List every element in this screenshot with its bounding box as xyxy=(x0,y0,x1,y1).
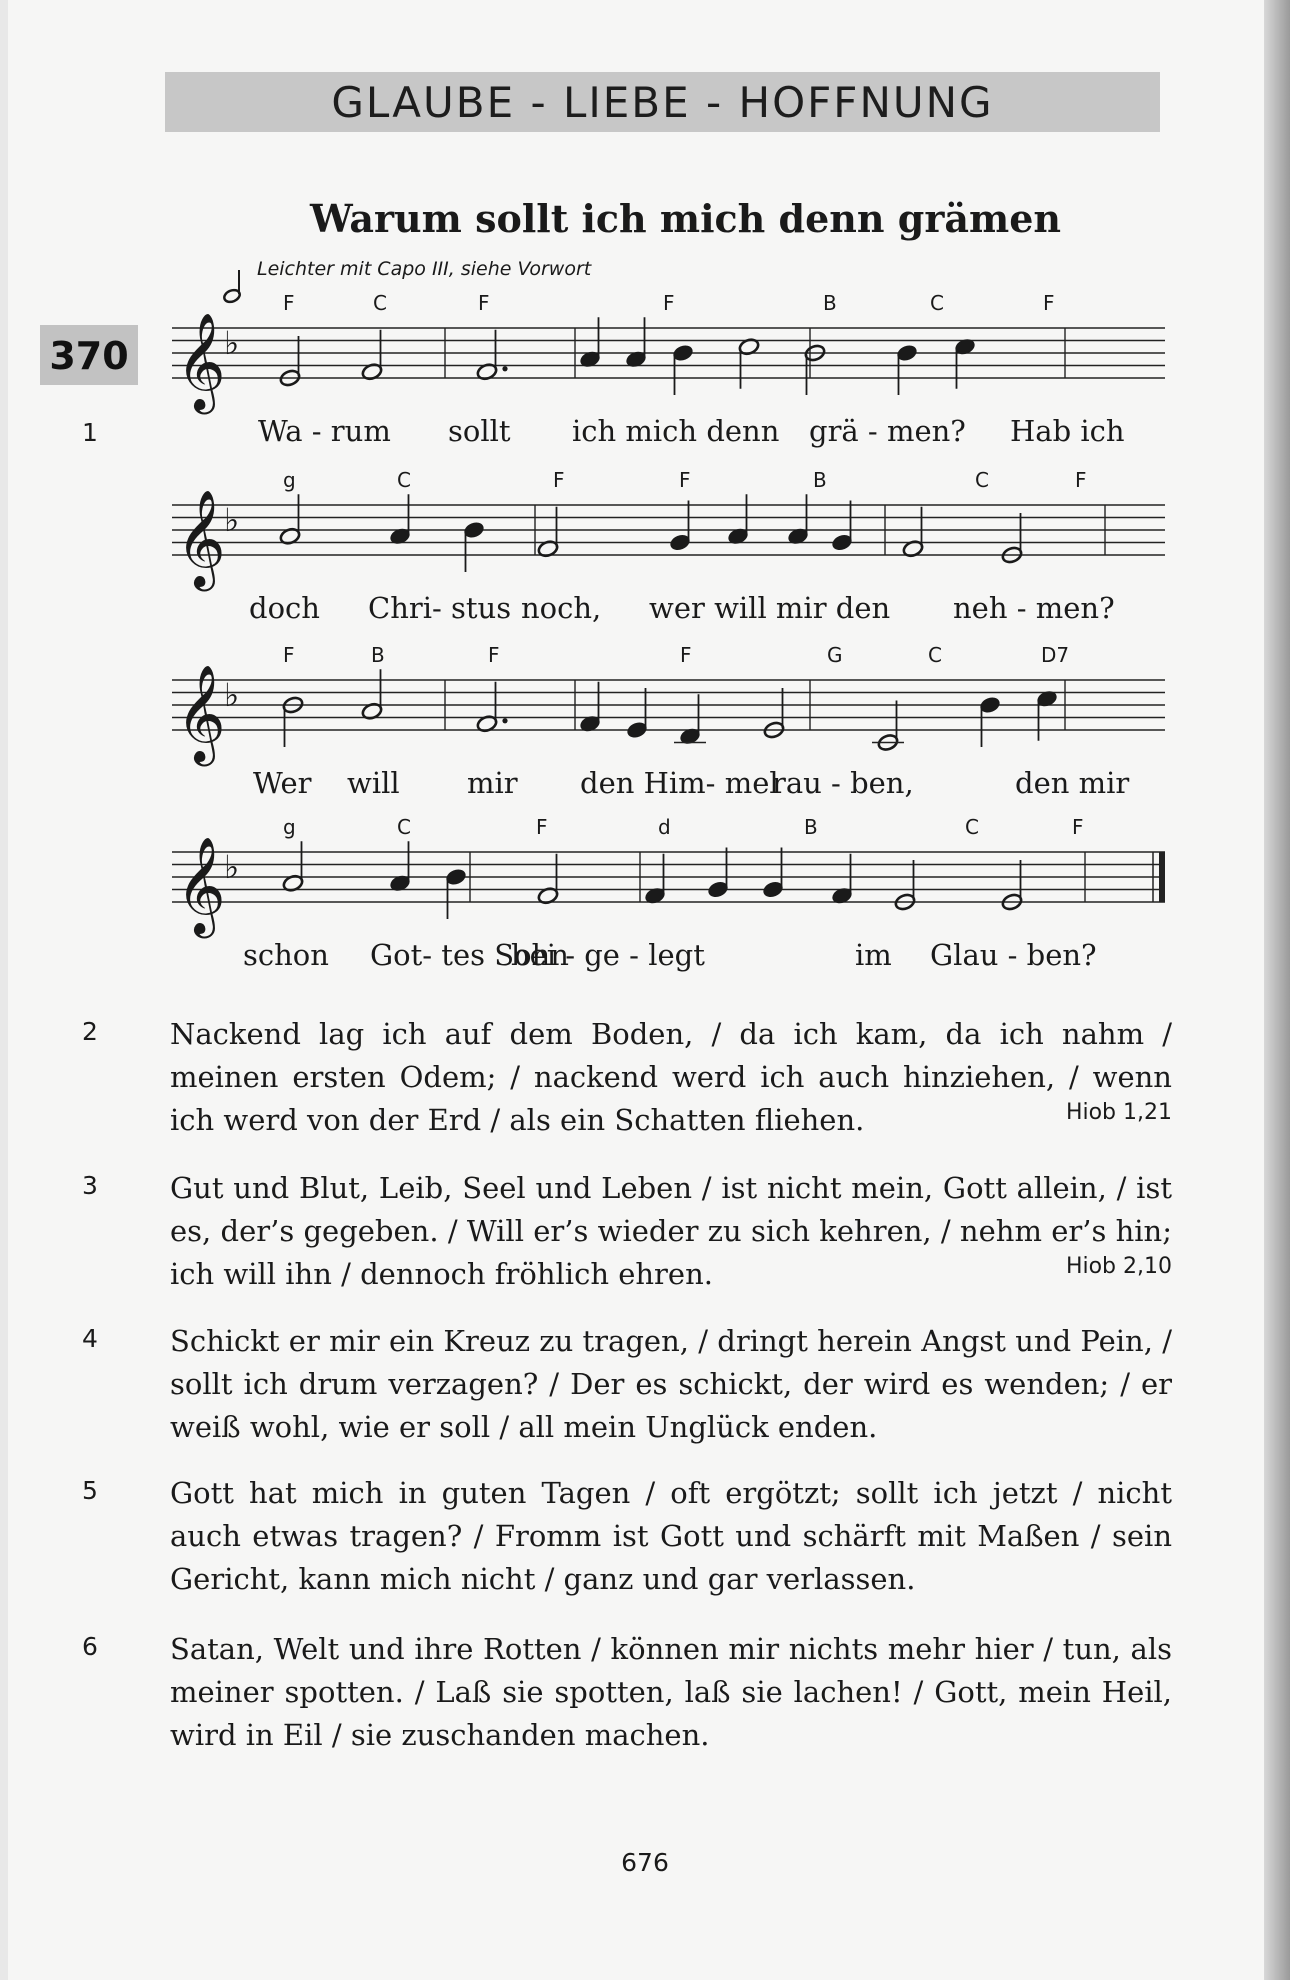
lyric-syllables: rau - ben, xyxy=(772,766,914,800)
chord-symbol: B xyxy=(371,643,385,667)
verse-text xyxy=(170,1320,1172,1449)
verse-body: Schickt er mir ein Kreuz zu tragen, / dringt herein Angst und Pein, / sollt ich drum verzagen? / Der es schickt, der wird es wenden; / er weiß wohl, wie er soll / all mein Unglück enden. xyxy=(170,1324,1172,1444)
verse-number: 1 xyxy=(82,418,98,447)
page-number: 676 xyxy=(621,1848,669,1877)
staff-system-4 xyxy=(172,815,1165,972)
lyric-syllables: sollt xyxy=(448,414,511,448)
chord-symbol: g xyxy=(283,468,296,492)
chord-symbol: C xyxy=(397,468,411,492)
lyric-syllables: grä - men? xyxy=(809,414,966,448)
bible-reference: Hiob 1,21 xyxy=(1065,1100,1172,1125)
note-dot xyxy=(502,718,507,723)
chord-symbol: C xyxy=(373,291,387,315)
lyric-syllables: im xyxy=(855,938,892,972)
key-signature-flat-icon: ♭ xyxy=(224,848,240,886)
lyric-syllables: Wa - rum xyxy=(258,414,391,448)
lyric-syllables: ich mich denn xyxy=(572,414,780,448)
verse-text xyxy=(170,1167,1172,1296)
staff-system-3 xyxy=(172,643,1165,800)
chord-symbol: C xyxy=(397,815,411,839)
lyric-syllables: doch xyxy=(249,591,320,625)
lyric-syllables: den mir xyxy=(1015,766,1130,800)
chord-symbol: F xyxy=(536,815,548,839)
chord-symbol: F xyxy=(1072,815,1084,839)
chord-symbol: F xyxy=(553,468,565,492)
lyric-syllables: wer will mir den xyxy=(649,591,891,625)
staff-system-1 xyxy=(172,291,1165,448)
chord-symbol: G xyxy=(827,643,843,667)
key-signature-flat-icon: ♭ xyxy=(224,676,240,714)
bible-reference: Hiob 2,10 xyxy=(1065,1254,1172,1279)
verse-number: 6 xyxy=(82,1632,98,1661)
hymn-number-badge: 370 xyxy=(40,325,138,385)
treble-clef-icon: 𝄞 xyxy=(176,836,226,934)
staff-system-2 xyxy=(172,468,1165,625)
treble-clef-icon: 𝄞 xyxy=(176,664,226,762)
chord-symbol: D7 xyxy=(1041,643,1070,667)
lyric-syllables: Chri- stus xyxy=(368,591,512,625)
chord-symbol: C xyxy=(965,815,979,839)
lyric-syllables: den Him- mel xyxy=(580,766,779,800)
chord-symbol: F xyxy=(679,468,691,492)
verse-number: 2 xyxy=(82,1017,98,1046)
verse-body: Gott hat mich in guten Tagen / oft ergötzt; sollt ich jetzt / nicht auch etwas tragen? / Fromm ist Gott und schärft mit Maßen / sein Gericht, kann mich nicht / ganz und gar verlassen. xyxy=(170,1476,1172,1596)
chord-symbol: B xyxy=(813,468,827,492)
lyric-syllables: schon xyxy=(243,938,329,972)
chord-symbol: g xyxy=(283,815,296,839)
lyric-syllables: Glau - ben? xyxy=(930,938,1097,972)
chord-symbol: F xyxy=(283,643,295,667)
section-header: GLAUBE - LIEBE - HOFFNUNG xyxy=(165,72,1160,132)
lyric-syllables: neh - men? xyxy=(953,591,1115,625)
chord-symbol: F xyxy=(1043,291,1055,315)
chord-symbol: F xyxy=(478,291,490,315)
verse-number: 4 xyxy=(82,1324,98,1353)
note-dot xyxy=(502,366,507,371)
lyric-syllables: Hab ich xyxy=(1010,414,1125,448)
verse-body: Satan, Welt und ihre Rotten / können mir nichts mehr hier / tun, als meiner spotten. / Laß sie spotten, laß sie lachen! / Gott, mein Heil, wird in Eil / sie zuschanden machen. xyxy=(170,1632,1172,1752)
chord-symbol: d xyxy=(658,815,671,839)
lyric-syllables: noch, xyxy=(521,591,602,625)
lyric-syllables: Got- tes Sohn xyxy=(370,938,569,972)
verse-text xyxy=(170,1013,1172,1142)
chord-symbol: F xyxy=(1075,468,1087,492)
verse-body: Nackend lag ich auf dem Boden, / da ich kam, da ich nahm / meinen ersten Odem; / nackend werd ich auch hinziehen, / wenn ich werd von der Erd / als ein Schatten fliehen. xyxy=(170,1017,1172,1137)
treble-clef-icon: 𝄞 xyxy=(176,312,226,410)
key-signature-flat-icon: ♭ xyxy=(224,501,240,539)
treble-clef-icon: 𝄞 xyxy=(176,489,226,587)
tempo-marking: Leichter mit Capo III, siehe Vorwort xyxy=(257,258,592,280)
key-signature-flat-icon: ♭ xyxy=(224,324,240,362)
lyric-syllables: Wer xyxy=(253,766,312,800)
lyric-syllables: bei - ge - legt xyxy=(511,938,705,972)
chord-symbol: F xyxy=(283,291,295,315)
chord-symbol: F xyxy=(680,643,692,667)
chord-symbol: F xyxy=(488,643,500,667)
verse-text xyxy=(170,1472,1172,1601)
chord-symbol: C xyxy=(928,643,942,667)
verse-number: 5 xyxy=(82,1476,98,1505)
verse-number: 3 xyxy=(82,1171,98,1200)
hymn-title: Warum sollt ich mich denn grämen xyxy=(310,196,1062,241)
final-bar-thick xyxy=(1159,852,1165,902)
verse-text xyxy=(170,1628,1172,1757)
verse-body: Gut und Blut, Leib, Seel und Leben / ist nicht mein, Gott allein, / ist es, der’s gegeben. / Will er’s wieder zu sich kehren, / nehm er’s hin; ich will ihn / dennoch fröhlich ehren. xyxy=(170,1171,1172,1291)
lyric-syllables: mir xyxy=(467,766,518,800)
chord-symbol: C xyxy=(975,468,989,492)
chord-symbol: F xyxy=(663,291,675,315)
chord-symbol: B xyxy=(823,291,837,315)
lyric-syllables: will xyxy=(347,766,400,800)
chord-symbol: B xyxy=(804,815,818,839)
chord-symbol: C xyxy=(930,291,944,315)
